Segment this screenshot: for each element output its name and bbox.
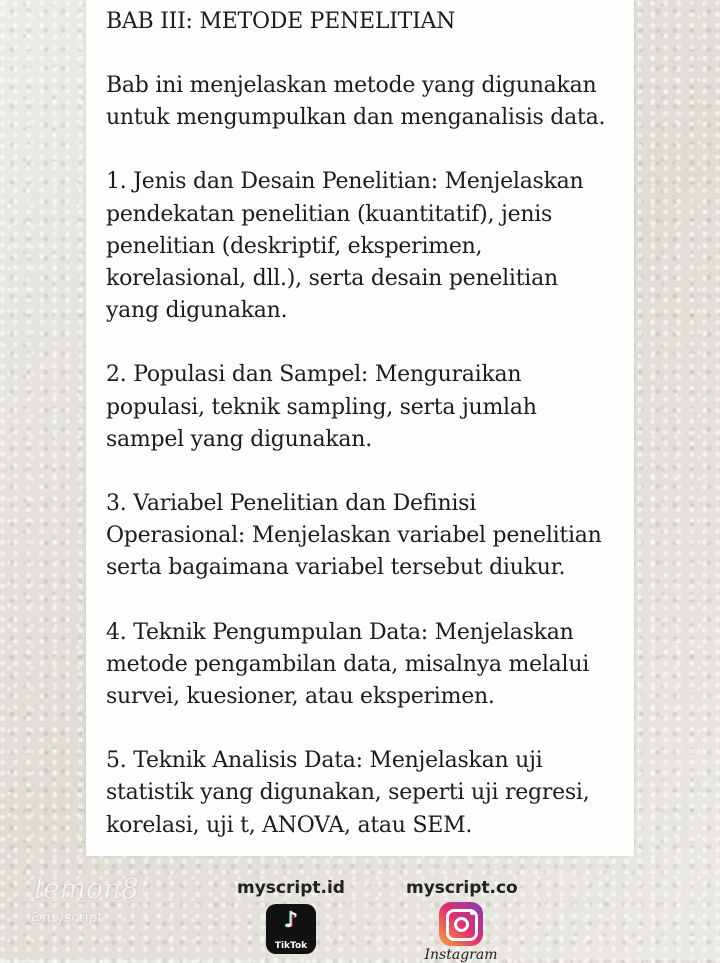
lemon8-logo: lemon8 <box>34 872 139 905</box>
list-item-line: populasi, teknik sampling, serta jumlah <box>106 394 537 420</box>
instagram-handle: myscript.co <box>406 878 518 898</box>
lemon8-watermark <box>28 872 148 942</box>
list-item-line: 4. Teknik Pengumpulan Data: Menjelaskan <box>106 619 574 645</box>
list-item-line: survei, kuesioner, atau eksperimen. <box>106 684 495 710</box>
list-item-line: yang digunakan. <box>106 298 288 324</box>
list-item-line: 5. Teknik Analisis Data: Menjelaskan uji <box>106 748 543 774</box>
list-item-line: serta bagaimana variabel tersebut diukur. <box>106 555 566 581</box>
document-page <box>86 0 634 856</box>
list-item-line: korelasi, uji t, ANOVA, atau SEM. <box>106 812 473 838</box>
document-title: BAB III: METODE PENELITIAN <box>106 9 456 34</box>
intro-paragraph <box>106 70 626 134</box>
list-item-line: pendekatan penelitian (kuantitatif), jenis <box>106 201 553 227</box>
list-item-line: 2. Populasi dan Sampel: Menguraikan <box>106 362 522 388</box>
list-item-4 <box>106 617 626 714</box>
list-item-line: korelasional, dll.), serta desain penelitian <box>106 266 558 292</box>
list-item-line: penelitian (deskriptif, eksperimen, <box>106 233 483 259</box>
intro-line: Bab ini menjelaskan metode yang digunakan <box>106 73 597 98</box>
list-item-line: sampel yang digunakan. <box>106 426 372 452</box>
intro-line: untuk mengumpulkan dan menganalisis data. <box>106 105 606 131</box>
document-content <box>106 6 626 874</box>
list-item-2 <box>106 359 626 456</box>
instagram-block <box>406 878 516 963</box>
instagram-icon <box>439 902 483 946</box>
tiktok-handle: myscript.id <box>237 878 345 898</box>
list-item-line: 3. Variabel Penelitian dan Definisi <box>106 491 476 517</box>
list-item-5 <box>106 745 626 842</box>
list-item-1 <box>106 166 626 327</box>
list-item-line: statistik yang digunakan, seperti uji regresi, <box>106 780 590 806</box>
tiktok-icon: ♪ TikTok <box>266 904 316 954</box>
list-item-3 <box>106 488 626 585</box>
list-item-line: metode pengambilan data, misalnya melalui <box>106 651 590 677</box>
list-item-line: 1. Jenis dan Desain Penelitian: Menjelaskan <box>106 169 584 195</box>
watermark-handle: @myscript <box>28 910 103 926</box>
tiktok-block <box>236 878 346 954</box>
tiktok-label: TikTok <box>274 941 308 951</box>
list-item-line: Operasional: Menjelaskan variabel penelitian <box>106 523 602 549</box>
instagram-label: Instagram <box>424 947 498 963</box>
